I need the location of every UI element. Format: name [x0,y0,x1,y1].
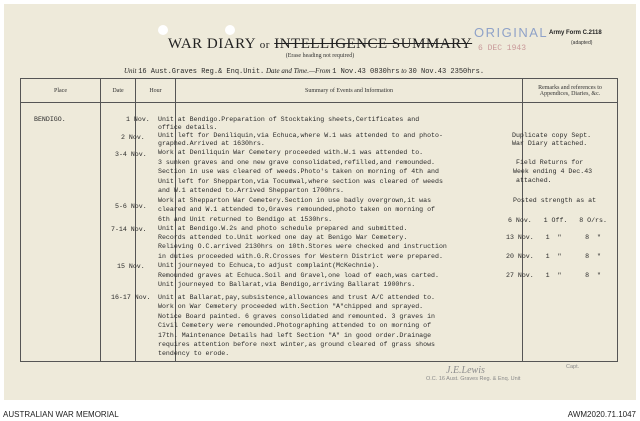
remark-line: Duplicate copy Sept. [512,132,592,139]
signature-rank: Capt. [566,364,580,370]
summary-line: 17th. Maintenance Details had left Section "A" in good order.Drainage [158,332,432,339]
summary-line: Remounded graves at Echuca.Soil and Gravel,one load of each,was carted. [158,272,439,279]
col-header-remarks: Remarks and references to Appendices, Diaries, &c. [523,79,618,103]
date-entry: 2 Nov. [121,134,145,141]
original-stamp: ORIGINAL [474,25,549,40]
summary-line: Unit journeyed to Ballarat,via Bendigo,arriving Ballarat 1900hrs. [158,281,416,288]
form-number: Army Form C.2118 [549,30,602,36]
archive-credit: AUSTRALIAN WAR MEMORIAL [3,410,119,419]
summary-line: Unit left for Deniliquin,via Echuca,where W.1 was attended to and photo- [158,132,443,139]
date-entry: 15 Nov. [117,263,145,270]
summary-line: Unit at Ballarat,pay,subsistence,allowances and trust A/C attended to. [158,294,435,301]
form-adapted-note: (adapted) [571,40,593,46]
summary-line: 6th and Unit returned to Bendigo at 1530hrs. [158,216,333,223]
summary-line: Unit at Bendigo.W.2s and photo schedule prepared and submitted. [158,225,408,232]
period-to: 30 Nov.43 2350hrs. [408,68,485,76]
title-struck-heading: INTELLIGENCE SUMMARY [274,36,473,52]
summary-line: Notice Board painted. 6 graves consolidated and remounted. 3 graves in [158,313,435,320]
summary-line: tendency to erode. [158,350,230,357]
summary-line: requires attention before next winter,as ground cleared of grass shows [158,341,435,348]
summary-line: 3 sunken graves and one new grave consolidated,refilled,and remounded. [158,159,435,166]
remark-line: Week ending 4 Dec.43 [513,168,593,175]
col-header-hour: Hour [136,79,176,103]
summary-line: Civil Cemetery were remounded.Photographing attended to on morning of [158,322,432,329]
place-cell [21,103,101,362]
summary-line: Work at Deniliquin War Cemetery proceeded with.W.1 was attended to. [158,149,424,156]
summary-line: Section in use was cleared of weeds.Photo's taken on morning of 4th and [158,168,439,175]
summary-line: Work on War Cemetery proceeded with.Section "A"chipped and sprayed. [158,303,424,310]
remark-line: 6 Nov. 1 Off. 8 O/rs. [508,217,607,224]
date-entry: 16-17 Nov. [111,294,151,301]
title-note: (Erase heading not required) [285,53,355,59]
remark-line: War Diary attached. [512,140,588,147]
remark-line: Field Returns for [516,159,584,166]
summary-line: Unit at Bendigo.Preparation of Stocktaking sheets,Certificates and [158,116,420,123]
date-entry: 5-6 Nov. [115,203,147,210]
date-entry: 1 Nov. [126,116,150,123]
date-entry: 7-14 Nov. [111,226,147,233]
punch-hole [225,25,235,35]
unit-value: 16 Aust.Graves Reg.& Enq.Unit. [138,68,265,76]
remark-line: attached. [516,177,552,184]
summary-line: in duties proceeded with.G.R.Crosses for Western District were prepared. [158,253,443,260]
summary-line: Unit journeyed to Echuca,to adjust complaint(McKechnie). [158,262,380,269]
remark-line: 13 Nov. 1 " 8 " [506,234,601,241]
archive-reference: AWM2020.71.1047 [567,410,636,419]
summary-line: and W.1 attended to.Arrived Shepparton 1700hrs. [158,187,344,194]
summary-line: Work at Shepparton War Cemetery.Section in use badly overgrown,it was [158,197,432,204]
summary-line: Unit left for Shepparton,via Tocumwal,where section was cleared of weeds [158,178,443,185]
col-header-date: Date [101,79,136,103]
remark-line: 20 Nov. 1 " 8 " [506,253,601,260]
date-entry: 3-4 Nov. [115,151,147,158]
period-from: 1 Nov.43 0830hrs [332,68,400,76]
col-header-place: Place [21,79,101,103]
col-header-summary: Summary of Events and Information [176,79,523,103]
received-date-stamp: 6 DEC 1943 [478,44,527,53]
unit-period-line [124,67,484,77]
remark-line: 27 Nov. 1 " 8 " [506,272,601,279]
unit-label: Unit [124,67,137,75]
signature-block: O.C. 16 Aust. Graves Reg. & Enq. Unit [426,376,521,382]
summary-line: Relieving O.C.arrived 2130hrs on 10th.Stores were checked and instruction [158,243,447,250]
signature-scribble: J.E.Lewis [446,365,485,376]
summary-line: Records attended to.Unit worked one day at Benigo War Cemetery. [158,234,408,241]
place-entry: BENDIGO. [34,116,66,123]
summary-line: graphed.Arrived at 1630hrs. [158,140,265,147]
punch-hole [158,25,168,35]
summary-line: office details. [158,124,218,131]
period-label: Date and Time.—From [265,67,331,75]
summary-line: cleared and W.1 attended to,Graves remounded,photo taken on morning of [158,206,435,213]
remark-line: Posted strength as at [513,197,597,204]
title-or: or [259,39,270,51]
period-to-label: to [401,67,407,75]
title-main: WAR DIARY [167,36,256,52]
